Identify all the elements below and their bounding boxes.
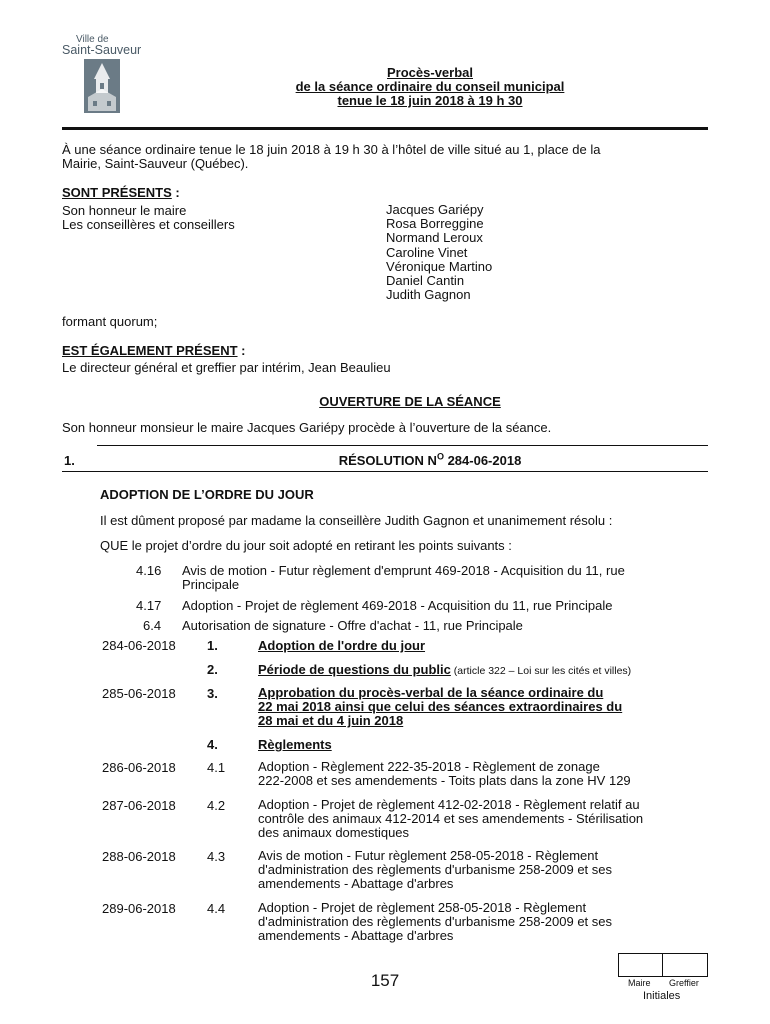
- present-name: Caroline Vinet: [386, 244, 468, 260]
- resolution-title-suffix: 284-06-2018: [443, 453, 522, 468]
- present-name: Daniel Cantin: [386, 273, 465, 289]
- present-name: Judith Gagnon: [386, 287, 471, 303]
- resolution-title-prefix: RÉSOLUTION N: [338, 453, 437, 468]
- agenda-item-number: 4.1: [207, 760, 226, 775]
- header-divider: [62, 127, 708, 130]
- agenda-item-number: 2.: [207, 662, 218, 677]
- agenda-item-line: 22 mai 2018 ainsi que celui des séances extraordinaires du: [258, 699, 623, 714]
- agenda-item-line: Adoption - Projet de règlement 412-02-2018 - Règlement relatif au: [258, 797, 640, 812]
- agenda-item-number: 1.: [207, 638, 218, 653]
- resolution-number: 1.: [64, 453, 75, 468]
- also-present-colon: :: [237, 343, 246, 358]
- removed-point-text: Avis de motion - Futur règlement d'emprunt 469-2018 - Acquisition du 11, rue: [182, 563, 625, 578]
- removed-point-num: 6.4: [143, 618, 162, 633]
- agenda-res-number: 289-06-2018: [102, 901, 176, 916]
- agenda-item-line: Adoption - Projet de règlement 258-05-2018 - Règlement: [258, 900, 587, 915]
- removed-point-num: 4.16: [136, 563, 162, 578]
- role-councillors: Les conseillères et conseillers: [62, 217, 235, 232]
- agenda-res-number: 287-06-2018: [102, 798, 176, 813]
- church-emblem-icon: [84, 59, 120, 113]
- resolution-proposal: Il est dûment proposé par madame la conseillère Judith Gagnon et unanimement résolu :: [100, 513, 613, 528]
- agenda-item-title: [258, 798, 643, 840]
- title-line1: Procès-verbal: [387, 65, 473, 80]
- agenda-res-number: 285-06-2018: [102, 686, 176, 701]
- opening-heading: OUVERTURE DE LA SÉANCE: [319, 394, 501, 409]
- also-present-heading: [62, 343, 245, 358]
- removed-point-num: 4.17: [136, 598, 162, 613]
- agenda-item-line: Avis de motion - Futur règlement 258-05-2018 - Règlement: [258, 848, 599, 863]
- removed-point-text: Autorisation de signature - Offre d'achat - 11, rue Principale: [182, 618, 523, 633]
- agenda-item-title: [258, 849, 612, 891]
- agenda-item-title: [258, 901, 612, 943]
- agenda-item-line: amendements - Abattage d'arbres: [258, 876, 454, 891]
- agenda-item-number: 4.2: [207, 798, 226, 813]
- resolution-subject: ADOPTION DE L’ORDRE DU JOUR: [100, 487, 314, 502]
- agenda-item-title: [258, 662, 631, 679]
- agenda-res-number: 288-06-2018: [102, 849, 176, 864]
- agenda-item-title: Adoption de l'ordre du jour: [258, 638, 426, 653]
- logo-line1: Ville de: [76, 34, 109, 45]
- logo-line2: Saint-Sauveur: [62, 43, 142, 57]
- agenda-res-number: 284-06-2018: [102, 638, 176, 653]
- agenda-item-line: des animaux domestiques: [258, 825, 410, 840]
- agenda-item-line: amendements - Abattage d'arbres: [258, 928, 454, 943]
- intro-line1: À une séance ordinaire tenue le 18 juin 2018 à 19 h 30 à l’hôtel de ville situé au 1, place de la: [62, 142, 601, 157]
- resolution-que: QUE le projet d’ordre du jour soit adopté en retirant les points suivants :: [100, 538, 512, 553]
- agenda-item-title: [258, 686, 622, 728]
- agenda-item-title-text: Période de questions du public: [258, 662, 451, 677]
- agenda-item-number: 4.: [207, 737, 218, 752]
- presents-heading-text: SONT PRÉSENTS: [62, 185, 172, 200]
- agenda-res-number: 286-06-2018: [102, 760, 176, 775]
- agenda-item-line: Adoption - Règlement 222-35-2018 - Règlement de zonage: [258, 759, 600, 774]
- presents-colon: :: [171, 185, 180, 200]
- agenda-item-line: d'administration des règlements d'urbanisme 258-2009 et ses: [258, 914, 612, 929]
- opening-text: Son honneur monsieur le maire Jacques Gariépy procède à l’ouverture de la séance.: [62, 420, 552, 435]
- present-name: Rosa Borreggine: [386, 216, 484, 232]
- mayor-initials-box: [618, 953, 663, 977]
- agenda-item-note: (article 322 – Loi sur les cités et villes): [450, 665, 632, 677]
- title-line2: de la séance ordinaire du conseil municipal: [295, 79, 565, 94]
- agenda-item-line: contrôle des animaux 412-2014 et ses amendements - Stérilisation: [258, 811, 644, 826]
- initials-label: Initiales: [643, 990, 681, 1002]
- clerk-label: Greffier: [669, 978, 699, 988]
- present-name: Normand Leroux: [386, 230, 483, 246]
- agenda-item-line: 222-2008 et ses amendements - Toits plats dans la zone HV 129: [258, 773, 631, 788]
- present-name: Jacques Gariépy: [386, 202, 484, 217]
- role-mayor: Son honneur le maire: [62, 203, 187, 218]
- city-logo: [62, 34, 162, 114]
- agenda-item-number: 4.4: [207, 901, 226, 916]
- clerk-initials-box: [662, 953, 708, 977]
- agenda-item-number: 4.3: [207, 849, 226, 864]
- quorum-text: formant quorum;: [62, 314, 158, 329]
- agenda-item-line: Approbation du procès-verbal de la séance ordinaire du: [258, 685, 604, 700]
- present-name: Véronique Martino: [386, 258, 493, 274]
- resolution-bottom-rule: [62, 471, 708, 472]
- removed-point-text: Adoption - Projet de règlement 469-2018 - Acquisition du 11, rue Principale: [182, 598, 613, 613]
- page-number: 157: [370, 971, 400, 990]
- mayor-label: Maire: [628, 978, 651, 988]
- also-present-heading-text: EST ÉGALEMENT PRÉSENT: [62, 343, 238, 358]
- resolution-title: [62, 453, 708, 468]
- agenda-item-title: Règlements: [258, 737, 332, 752]
- agenda-item-line: d'administration des règlements d'urbanisme 258-2009 et ses: [258, 862, 612, 877]
- also-present-text: Le directeur général et greffier par intérim, Jean Beaulieu: [62, 360, 391, 375]
- resolution-top-rule: [97, 445, 708, 446]
- present-names-list: [386, 203, 492, 302]
- agenda-item-line: 28 mai et du 4 juin 2018: [258, 713, 404, 728]
- agenda-item-number: 3.: [207, 686, 218, 701]
- title-line3: tenue le 18 juin 2018 à 19 h 30: [337, 93, 523, 108]
- intro-line2: Mairie, Saint-Sauveur (Québec).: [62, 156, 249, 171]
- removed-point-text-cont: Principale: [182, 577, 240, 592]
- agenda-item-title: [258, 760, 631, 788]
- presents-heading: [62, 185, 180, 200]
- resolution-title-sup: O: [436, 451, 444, 462]
